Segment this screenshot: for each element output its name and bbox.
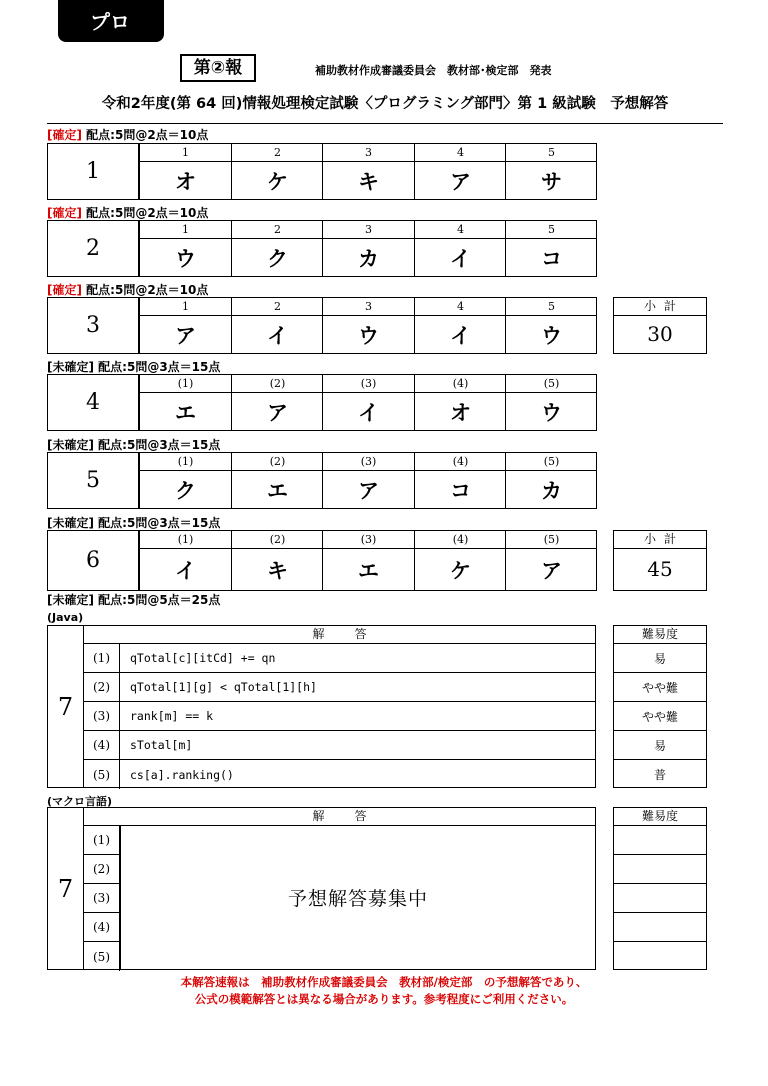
disclaimer-line-1: 本解答速報は 補助教材作成審議委員会 教材部/検定部 の予想解答であり、: [180, 975, 588, 989]
column-header: 5: [505, 221, 597, 239]
macro-label: (マクロ言語): [47, 795, 113, 808]
q4-points: 配点:5問@3点＝15点: [98, 360, 221, 374]
column-header: 1: [139, 298, 231, 316]
row-number: (4): [84, 913, 120, 941]
q5-status: [未確定]: [47, 438, 94, 452]
column-header: 2: [231, 144, 323, 162]
question-number: 4: [48, 375, 139, 430]
q5-answer-box: [47, 452, 597, 509]
answer-cell: コ: [414, 471, 506, 508]
q2-label: [47, 204, 208, 221]
difficulty-cell: やや難: [614, 702, 706, 731]
difficulty-cell: 普: [653, 768, 666, 782]
answer-pending-message: 予想解答募集中: [120, 826, 595, 969]
question-number: 3: [48, 298, 139, 353]
column-header: (1): [139, 375, 231, 393]
pro-tab: プロ: [58, 0, 164, 42]
q1-answer-box: [47, 143, 597, 200]
macro-answer-row: [84, 884, 121, 913]
column-header: 1: [139, 144, 231, 162]
column-header: 2: [231, 298, 323, 316]
code-answer: qTotal[1][g] < qTotal[1][h]: [130, 680, 317, 694]
answer-cell: キ: [322, 162, 414, 199]
q5-label: [47, 436, 220, 453]
answer-cell: ウ: [505, 316, 597, 353]
java-answer-row: [84, 731, 595, 760]
difficulty-cell: [614, 884, 706, 913]
difficulty-cell: [614, 942, 706, 971]
java-answer-row: [84, 644, 595, 673]
code-answer: cs[a].ranking(): [130, 767, 234, 782]
code-answer: rank[m] == k: [130, 709, 214, 723]
page-title: 令和2年度(第 64 回)情報処理検定試験〈プログラミング部門〉第 1 級試験 予想解答: [101, 96, 669, 112]
answer-cell: ケ: [414, 549, 506, 590]
q3-answer-box: [47, 297, 597, 354]
q3-label: [47, 281, 208, 298]
column-header: 4: [414, 298, 506, 316]
macro-difficulty-box: [613, 807, 707, 970]
column-header: 3: [322, 298, 414, 316]
q2-status: [確定]: [47, 206, 82, 220]
column-header: (3): [322, 375, 414, 393]
q7-label: [47, 591, 220, 608]
code-answer: qTotal[c][itCd] += qn: [130, 651, 276, 665]
question-number: 1: [48, 144, 139, 199]
java-answer-row: [84, 760, 595, 789]
q7-java-number: 7: [48, 626, 84, 787]
column-header: (1): [139, 453, 231, 471]
java-difficulty-box: [613, 625, 707, 788]
q3-status: [確定]: [47, 283, 82, 297]
macro-answer-row: [84, 942, 121, 971]
answer-cell: イ: [139, 549, 231, 590]
column-header: (4): [414, 375, 506, 393]
answer-cell: エ: [139, 393, 231, 430]
subtotal-value: 45: [647, 557, 673, 581]
column-header: (5): [505, 375, 597, 393]
answer-cell: ア: [505, 549, 597, 590]
column-header: (2): [231, 375, 323, 393]
code-answer: sTotal[m]: [130, 738, 193, 752]
column-header: (5): [505, 453, 597, 471]
q4-status: [未確定]: [47, 360, 94, 374]
difficulty-header: 難易度: [614, 626, 706, 644]
question-number: 2: [48, 221, 139, 276]
macro-answer-box: [47, 807, 596, 970]
answer-cell: イ: [322, 393, 414, 430]
answer-cell: カ: [505, 471, 597, 508]
answer-cell: キ: [231, 549, 323, 590]
q1-points: 配点:5問@2点＝10点: [86, 128, 209, 142]
answer-cell: ク: [139, 471, 231, 508]
column-header: (2): [231, 531, 323, 549]
answer-cell: ア: [231, 393, 323, 430]
column-header: (3): [322, 453, 414, 471]
q6-label: [47, 514, 220, 531]
column-header: 5: [505, 144, 597, 162]
row-number: (5): [84, 760, 120, 789]
macro-answer-row: [84, 855, 121, 884]
subtotal-label: 小計: [614, 531, 706, 549]
q7-points: 配点:5問@5点＝25点: [98, 593, 221, 607]
subtotal-box-2: [613, 530, 707, 591]
difficulty-cell: 易: [614, 731, 706, 760]
title-divider: [47, 123, 723, 124]
macro-answer-row: [84, 826, 121, 855]
q6-points: 配点:5問@3点＝15点: [98, 516, 221, 530]
column-header: (1): [139, 531, 231, 549]
difficulty-cell: やや難: [614, 673, 706, 702]
question-number: 6: [48, 531, 139, 590]
row-number: (3): [84, 702, 120, 730]
answer-cell: ア: [414, 162, 506, 199]
answer-cell: オ: [139, 162, 231, 199]
column-header: 3: [322, 221, 414, 239]
answer-cell: サ: [505, 162, 597, 199]
publisher: 補助教材作成審議委員会 教材部･検定部 発表: [315, 64, 552, 77]
q1-label: [47, 126, 208, 143]
answer-cell: エ: [322, 549, 414, 590]
column-header: 4: [414, 221, 506, 239]
subtotal-label: 小計: [614, 298, 706, 316]
row-number: (3): [84, 884, 120, 912]
q4-answer-box: [47, 374, 597, 431]
answer-cell: イ: [414, 239, 506, 276]
answer-header: 解答: [84, 808, 595, 826]
row-number: (2): [84, 855, 120, 883]
column-header: (4): [414, 531, 506, 549]
answer-cell: ア: [322, 471, 414, 508]
q5-points: 配点:5問@3点＝15点: [98, 438, 221, 452]
q7-macro-number: 7: [48, 808, 84, 969]
subtotal-box-1: [613, 297, 707, 354]
java-answer-row: [84, 673, 595, 702]
column-header: 5: [505, 298, 597, 316]
issue-number: 第②報: [180, 54, 256, 82]
column-header: 2: [231, 221, 323, 239]
row-number: (4): [84, 731, 120, 759]
answer-cell: イ: [414, 316, 506, 353]
answer-cell: エ: [231, 471, 323, 508]
question-number: 5: [48, 453, 139, 508]
difficulty-cell: [614, 913, 706, 942]
answer-header: 解答: [84, 626, 595, 644]
row-number: (1): [84, 644, 120, 672]
q4-label: [47, 358, 220, 375]
answer-cell: イ: [231, 316, 323, 353]
column-header: 1: [139, 221, 231, 239]
answer-cell: ウ: [322, 316, 414, 353]
answer-cell: オ: [414, 393, 506, 430]
q3-points: 配点:5問@2点＝10点: [86, 283, 209, 297]
disclaimer-line-2: 公式の模範解答とは異なる場合があります。参考程度にご利用ください。: [194, 992, 574, 1006]
column-header: 3: [322, 144, 414, 162]
column-header: (2): [231, 453, 323, 471]
java-label: (Java): [47, 611, 84, 624]
q1-status: [確定]: [47, 128, 82, 142]
difficulty-cell: [614, 826, 706, 855]
answer-cell: ウ: [505, 393, 597, 430]
difficulty-header: 難易度: [614, 808, 706, 826]
java-answer-row: [84, 702, 595, 731]
q2-answer-box: [47, 220, 597, 277]
q7-status: [未確定]: [47, 593, 94, 607]
answer-cell: ケ: [231, 162, 323, 199]
row-number: (5): [84, 942, 120, 971]
answer-cell: カ: [322, 239, 414, 276]
q6-answer-box: [47, 530, 597, 591]
q6-status: [未確定]: [47, 516, 94, 530]
column-header: (3): [322, 531, 414, 549]
answer-cell: ク: [231, 239, 323, 276]
column-header: 4: [414, 144, 506, 162]
answer-cell: ア: [139, 316, 231, 353]
answer-cell: コ: [505, 239, 597, 276]
macro-answer-row: [84, 913, 121, 942]
difficulty-cell: 易: [614, 644, 706, 673]
java-answer-box: [47, 625, 596, 788]
row-number: (1): [84, 826, 120, 854]
answer-cell: ウ: [139, 239, 231, 276]
column-header: (4): [414, 453, 506, 471]
q2-points: 配点:5問@2点＝10点: [86, 206, 209, 220]
column-header: (5): [505, 531, 597, 549]
row-number: (2): [84, 673, 120, 701]
subtotal-value: 30: [647, 322, 673, 346]
difficulty-cell: [614, 855, 706, 884]
